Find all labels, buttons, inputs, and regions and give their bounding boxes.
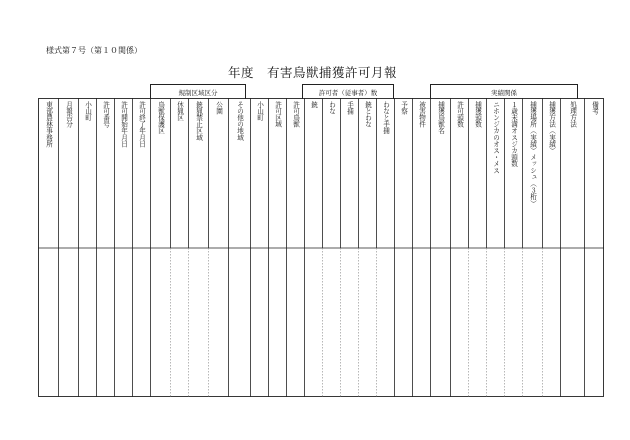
column-header-text: 捕獲頭数 — [473, 101, 482, 128]
column-header — [528, 101, 537, 207]
column-header — [235, 101, 244, 141]
form-title: 年度 有害鳥獣捕獲許可月報 — [228, 65, 398, 80]
column-header-text: 処理方法 — [568, 101, 577, 128]
group-label-text: 規制区域区分 — [178, 88, 218, 97]
column-header-text: 許可番号 — [101, 101, 110, 128]
column-header-text: 許可区域 — [273, 101, 282, 128]
column-header-text: 銃猟禁止区域 — [194, 101, 203, 141]
column-header-text: 許可頭数 — [455, 101, 464, 128]
column-header-text: 小山町 — [255, 101, 264, 121]
column-header — [309, 101, 318, 108]
column-header-text: 月報告分 — [64, 101, 73, 128]
column-header — [255, 101, 264, 121]
column-header-text: 公園 — [214, 101, 223, 115]
column-header — [399, 101, 408, 114]
column-header-text: ニホンジカのオス・メス — [491, 101, 500, 174]
column-header-text: 被害物件 — [417, 101, 426, 128]
column-header — [455, 101, 464, 127]
column-header-text: 捕獲場所（実績）メッシュ（３桁） — [528, 101, 537, 207]
report-table — [38, 98, 604, 397]
column-header — [64, 101, 73, 127]
column-header — [175, 101, 184, 121]
column-header — [417, 101, 426, 127]
column-header — [83, 101, 92, 121]
column-header-text: 銃とわな — [363, 101, 372, 128]
column-header — [491, 101, 500, 174]
column-header — [473, 101, 482, 127]
column-header-text: 許可終了年月日 — [137, 101, 146, 148]
column-header — [381, 101, 390, 134]
column-header-text: 小山町 — [83, 101, 92, 121]
column-header-text: 鳥獣保護区 — [156, 101, 165, 134]
column-header — [119, 101, 128, 147]
column-header — [547, 101, 556, 154]
column-header — [44, 101, 53, 147]
column-header-text: 捕獲方法（実績） — [547, 101, 556, 154]
column-header-text: 備考 — [590, 101, 599, 115]
form-number: 様式第７号（第１０関係） — [46, 46, 142, 55]
column-header — [568, 101, 577, 127]
column-header-text: 捕獲鳥獣名 — [436, 101, 445, 134]
group-label-results — [430, 84, 578, 99]
column-header-text: 手捕 — [345, 101, 354, 115]
column-header-text: 許可鳥獣 — [291, 101, 300, 128]
group-label-restricted-area — [150, 84, 246, 99]
column-header — [101, 101, 110, 127]
column-header-text: 許可開始年月日 — [119, 101, 128, 148]
column-header — [273, 101, 282, 127]
column-header — [590, 101, 599, 114]
column-header — [345, 101, 354, 114]
column-header — [291, 101, 300, 127]
column-header — [327, 101, 336, 114]
column-header-text: わなと手捕 — [381, 101, 390, 134]
group-label-text: 実績関係 — [491, 88, 517, 97]
column-header-text: 銃 — [309, 101, 318, 108]
column-header — [214, 101, 223, 114]
column-header-text: 予察 — [399, 101, 408, 115]
column-header-text: 休猟区 — [175, 101, 184, 121]
column-header — [436, 101, 445, 134]
column-header-text: １歳未満オスジカ頭数 — [509, 101, 518, 167]
column-header — [194, 101, 203, 141]
column-header — [137, 101, 146, 147]
column-header-text: 東部農林事務所 — [44, 101, 53, 148]
column-header-text: わな — [327, 101, 336, 115]
column-header — [509, 101, 518, 167]
group-label-permit-holders — [302, 84, 394, 99]
column-header-text: その他の地域 — [235, 101, 244, 141]
column-header — [156, 101, 165, 134]
group-label-text: 許可者（従事者）数 — [318, 88, 378, 97]
column-header — [363, 101, 372, 127]
